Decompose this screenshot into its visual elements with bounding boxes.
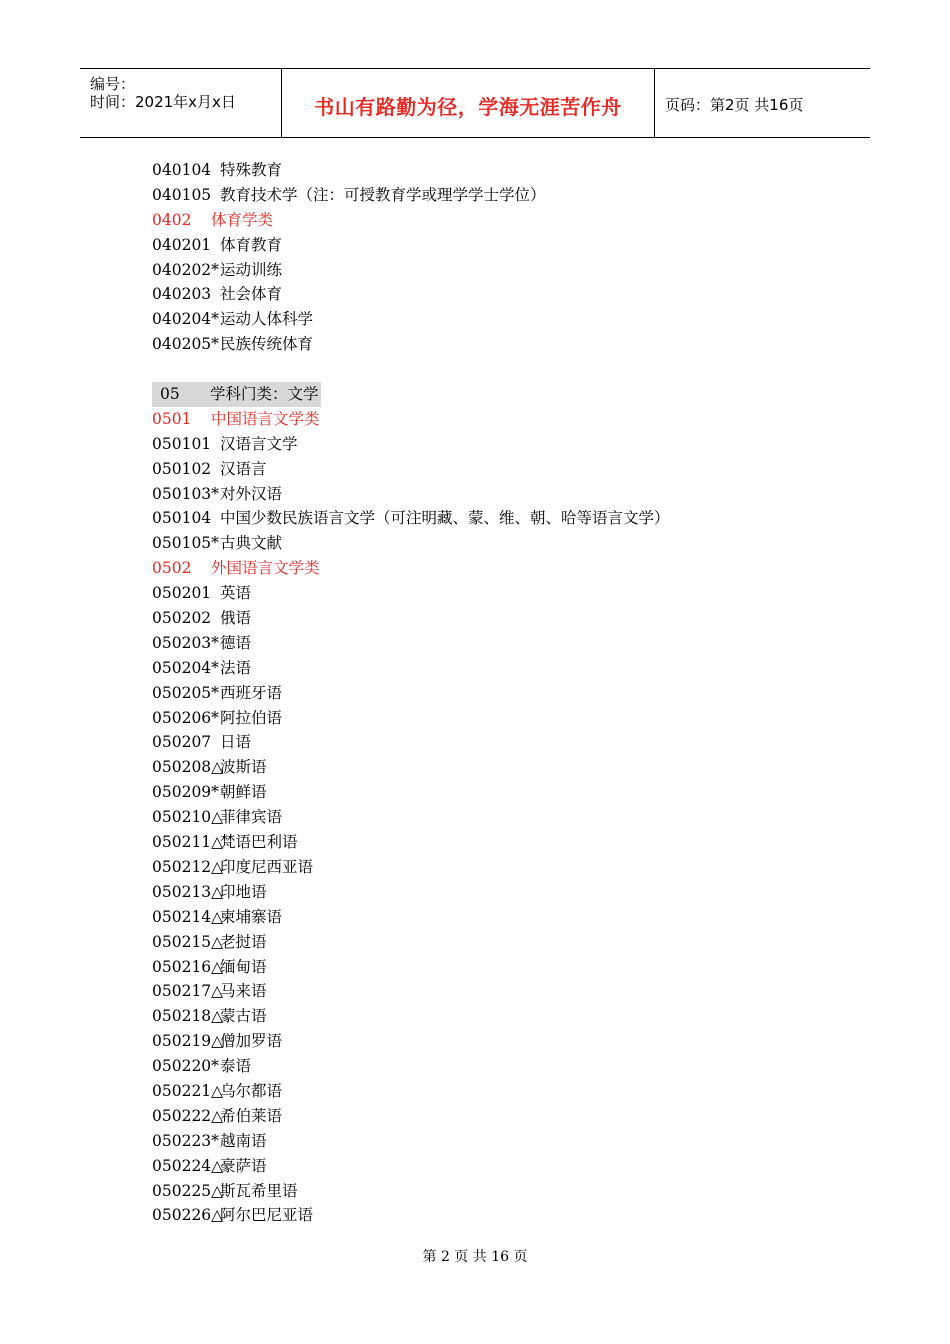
- major-code: 050226△: [152, 1206, 224, 1225]
- major-name: 外国语言文学类: [211, 559, 320, 578]
- major-code: 040205*: [152, 335, 219, 354]
- page-number-label: 页码：第2页 共16页: [665, 96, 804, 114]
- major-item: [152, 1154, 670, 1179]
- major-name: 印度尼西亚语: [220, 857, 314, 876]
- major-item: [152, 1179, 670, 1204]
- major-code: 050218△: [152, 1007, 224, 1026]
- major-item: [152, 432, 670, 457]
- major-item: [152, 880, 670, 905]
- major-code: 050103*: [152, 484, 219, 503]
- major-item: [152, 979, 670, 1004]
- major-code: 050221△: [152, 1081, 224, 1100]
- major-code: 050216△: [152, 957, 224, 976]
- major-name: 朝鲜语: [220, 783, 267, 802]
- major-item: [152, 1004, 670, 1029]
- major-item: [152, 531, 670, 556]
- major-name: 老挝语: [220, 932, 267, 951]
- major-item: [152, 482, 670, 507]
- major-name: 波斯语: [220, 758, 267, 777]
- major-code: 040203: [152, 285, 212, 304]
- major-item: [152, 681, 670, 706]
- major-code: 050205*: [152, 683, 219, 702]
- major-item: [152, 258, 670, 283]
- major-name: 汉语言文学: [220, 434, 298, 453]
- major-code: 050204*: [152, 658, 219, 677]
- major-item: [152, 1203, 670, 1228]
- category-heading: [152, 556, 670, 581]
- major-item: [152, 158, 670, 183]
- major-name: 法语: [220, 658, 252, 677]
- major-item: [152, 332, 670, 357]
- major-item: [152, 1079, 670, 1104]
- major-code: 05: [160, 385, 180, 404]
- major-code: 050201: [152, 584, 212, 603]
- major-name: 阿拉伯语: [220, 708, 283, 727]
- major-name: 越南语: [220, 1131, 267, 1150]
- major-name: 阿尔巴尼亚语: [220, 1206, 314, 1225]
- header-motto-cell: [281, 69, 655, 137]
- major-code: 050209*: [152, 783, 219, 802]
- major-code: 050222△: [152, 1106, 224, 1125]
- major-code: 050212△: [152, 857, 224, 876]
- major-name: 对外汉语: [220, 484, 283, 503]
- major-name: 日语: [220, 733, 252, 752]
- major-name: 僧加罗语: [220, 1032, 283, 1051]
- major-name: 古典文献: [220, 534, 283, 553]
- major-name: 学科门类：文学: [210, 385, 319, 404]
- page-header: [80, 68, 870, 138]
- major-item: [152, 1104, 670, 1129]
- serial-label: 编号：: [90, 75, 136, 93]
- header-page-cell: [655, 69, 870, 137]
- major-item: [152, 805, 670, 830]
- major-item: [152, 706, 670, 731]
- major-code: 050206*: [152, 708, 219, 727]
- major-name: 体育学类: [211, 210, 274, 229]
- major-item: [152, 606, 670, 631]
- discipline-heading: [152, 382, 670, 407]
- major-name: 俄语: [220, 609, 252, 628]
- major-name: 运动训练: [220, 260, 283, 279]
- major-name: 民族传统体育: [220, 335, 314, 354]
- major-list: [152, 158, 670, 1228]
- major-name: 中国语言文学类: [211, 409, 320, 428]
- major-name: 体育教育: [220, 235, 283, 254]
- major-code: 050207: [152, 733, 212, 752]
- major-name: 英语: [220, 584, 252, 603]
- major-code: 040204*: [152, 310, 219, 329]
- major-item: [152, 233, 670, 258]
- major-item: [152, 307, 670, 332]
- major-code: 050225△: [152, 1181, 224, 1200]
- major-name: 梵语巴利语: [220, 833, 298, 852]
- major-name: 社会体育: [220, 285, 283, 304]
- major-item: [152, 631, 670, 656]
- major-name: 教育技术学（注：可授教育学或理学学士学位）: [220, 185, 546, 204]
- major-code: 050217△: [152, 982, 224, 1001]
- page-footer: 第 2 页 共 16 页: [422, 1249, 528, 1265]
- major-code: 050220*: [152, 1057, 219, 1076]
- major-code: 050104: [152, 509, 212, 528]
- major-name: 缅甸语: [220, 957, 267, 976]
- major-code: 040202*: [152, 260, 219, 279]
- major-item: [152, 581, 670, 606]
- major-code: 040201: [152, 235, 212, 254]
- category-heading: [152, 407, 670, 432]
- major-code: 0402: [152, 210, 192, 229]
- major-code: 050224△: [152, 1156, 224, 1175]
- blank-line: [152, 357, 670, 382]
- major-name: 柬埔寨语: [220, 907, 283, 926]
- major-code: 050203*: [152, 633, 219, 652]
- major-name: 豪萨语: [220, 1156, 267, 1175]
- major-name: 运动人体科学: [220, 310, 314, 329]
- major-name: 马来语: [220, 982, 267, 1001]
- major-code: 0502: [152, 559, 192, 578]
- major-code: 050211△: [152, 833, 224, 852]
- major-code: 050102: [152, 459, 212, 478]
- major-name: 菲律宾语: [220, 808, 283, 827]
- major-item: [152, 930, 670, 955]
- major-code: 040105: [152, 185, 212, 204]
- major-name: 希伯莱语: [220, 1106, 283, 1125]
- major-name: 中国少数民族语言文学（可注明藏、蒙、维、朝、哈等语言文学）: [220, 509, 670, 528]
- major-code: 050105*: [152, 534, 219, 553]
- major-name: 德语: [220, 633, 252, 652]
- major-item: [152, 656, 670, 681]
- major-code: 050202: [152, 609, 212, 628]
- major-item: [152, 855, 670, 880]
- major-code: 050223*: [152, 1131, 219, 1150]
- major-name: 蒙古语: [220, 1007, 267, 1026]
- major-item: [152, 830, 670, 855]
- time-label: 时间：2021年x月x日: [90, 93, 236, 111]
- major-item: [152, 730, 670, 755]
- major-item: [152, 955, 670, 980]
- major-item: [152, 457, 670, 482]
- major-code: 050208△: [152, 758, 224, 777]
- motto-text: 书山有路勤为径，学海无涯苦作舟: [314, 95, 622, 119]
- major-item: [152, 1029, 670, 1054]
- major-item: [152, 780, 670, 805]
- major-item: [152, 506, 670, 531]
- major-name: 汉语言: [220, 459, 267, 478]
- major-item: [152, 1129, 670, 1154]
- major-code: 050210△: [152, 808, 224, 827]
- major-code: 050215△: [152, 932, 224, 951]
- discipline-highlight: [152, 382, 321, 407]
- major-item: [152, 755, 670, 780]
- major-item: [152, 905, 670, 930]
- major-name: 印地语: [220, 882, 267, 901]
- major-item: [152, 282, 670, 307]
- major-name: 特殊教育: [220, 161, 283, 179]
- category-heading: [152, 208, 670, 233]
- major-name: 斯瓦希里语: [220, 1181, 298, 1200]
- major-item: [152, 1054, 670, 1079]
- major-code: 0501: [152, 409, 192, 428]
- major-name: 泰语: [220, 1057, 252, 1076]
- major-item: [152, 183, 670, 208]
- major-code: 050219△: [152, 1032, 224, 1051]
- header-info-cell: [80, 69, 280, 137]
- major-code: 050214△: [152, 907, 224, 926]
- major-name: 西班牙语: [220, 683, 283, 702]
- major-name: 乌尔都语: [220, 1081, 283, 1100]
- major-code: 050101: [152, 434, 212, 453]
- major-code: 050213△: [152, 882, 224, 901]
- major-code: 040104: [152, 161, 212, 179]
